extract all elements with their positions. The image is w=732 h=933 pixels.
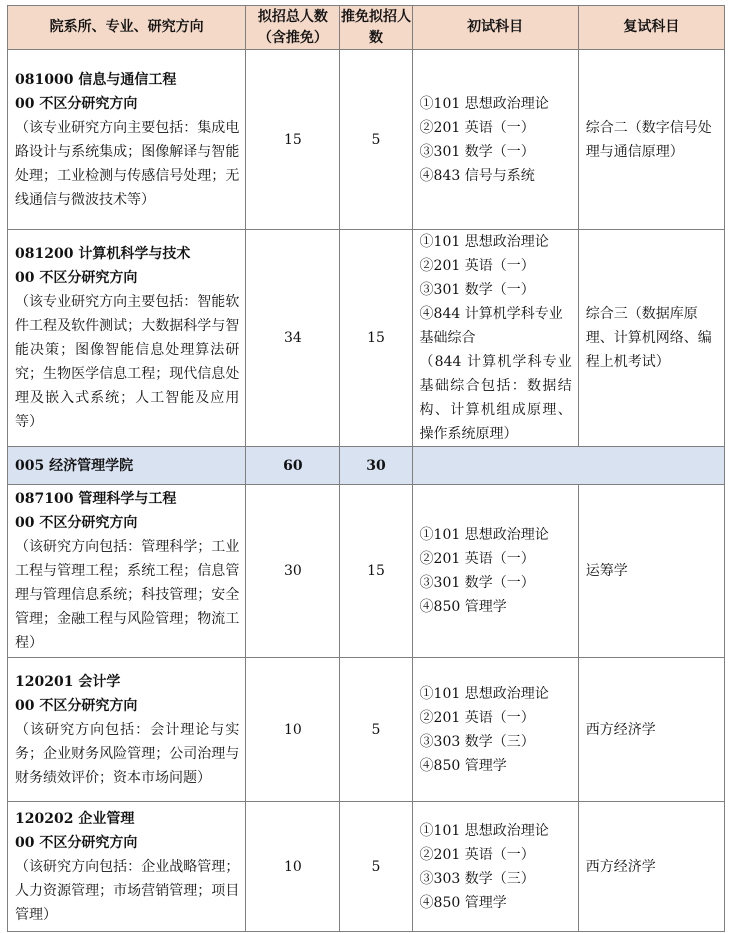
subject-item: ②201 英语（一） bbox=[419, 551, 535, 567]
table-row bbox=[8, 50, 725, 230]
initial-subjects bbox=[412, 485, 578, 658]
research-direction: 00 不区分研究方向 bbox=[15, 515, 138, 531]
exempt-count: 15 bbox=[340, 485, 412, 658]
research-direction: 00 不区分研究方向 bbox=[15, 270, 138, 286]
program-description: （该研究方向包括：管理科学；工业工程与管理工程；系统工程；信息管理与管理信息系统；科技管理；安全管理；金融工程与风险管理；物流工程） bbox=[15, 539, 240, 651]
department-empty-cell bbox=[412, 447, 724, 485]
retest-subject: 运筹学 bbox=[578, 485, 724, 658]
total-count: 15 bbox=[246, 50, 340, 230]
program-description: （该研究方向包括：会计理论与实务；企业财务风险管理；公司治理与财务绩效评价；资本市场问题） bbox=[15, 721, 240, 786]
subject-item: ③301 数学（一） bbox=[419, 282, 535, 298]
table-header-row bbox=[8, 6, 725, 50]
subject-item: ④850 管理学 bbox=[419, 894, 507, 911]
subject-item: ④843 信号与系统 bbox=[419, 167, 535, 184]
initial-subjects bbox=[412, 230, 578, 447]
research-direction: 00 不区分研究方向 bbox=[15, 834, 138, 851]
table-row bbox=[8, 485, 725, 658]
header-dept-major: 院系所、专业、研究方向 bbox=[8, 6, 246, 50]
program-description: （该专业研究方向主要包括：智能软件工程及软件测试；大数据科学与智能决策；图像智能信息处理算法研究；生物医学信息工程；现代信息处理及嵌入式系统；人工智能及应用等） bbox=[15, 294, 240, 430]
subject-item: ③301 数学（一） bbox=[419, 575, 535, 591]
exempt-count: 5 bbox=[340, 658, 412, 802]
table-row bbox=[8, 658, 725, 802]
retest-subject: 综合二（数字信号处理与通信原理） bbox=[578, 50, 724, 230]
department-total: 60 bbox=[246, 447, 340, 485]
program-code-name: 120202 企业管理 bbox=[15, 810, 135, 827]
subject-item: ②201 英语（一） bbox=[419, 846, 535, 863]
program-code-name: 081200 计算机科学与技术 bbox=[15, 246, 191, 262]
initial-subjects bbox=[412, 802, 578, 932]
program-description: （该专业研究方向主要包括：集成电路设计与系统集成；图像解译与智能处理；工业检测与传感信号处理；无线通信与微波技术等） bbox=[15, 119, 240, 208]
initial-subjects bbox=[412, 658, 578, 802]
subject-item: ②201 英语（一） bbox=[419, 258, 535, 274]
subject-item: ③303 数学（三） bbox=[419, 733, 535, 750]
program-cell bbox=[8, 802, 246, 932]
header-retest-subjects: 复试科目 bbox=[578, 6, 724, 50]
subject-item: ①101 思想政治理论 bbox=[419, 234, 549, 250]
initial-subjects bbox=[412, 50, 578, 230]
department-exempt: 30 bbox=[340, 447, 412, 485]
subject-item: ①101 思想政治理论 bbox=[419, 822, 549, 839]
header-initial-subjects: 初试科目 bbox=[412, 6, 578, 50]
department-row bbox=[8, 447, 725, 485]
header-exempt: 推免拟招人数 bbox=[340, 6, 412, 50]
research-direction: 00 不区分研究方向 bbox=[15, 697, 138, 714]
program-code-name: 120201 会计学 bbox=[15, 673, 121, 690]
total-count: 34 bbox=[246, 230, 340, 447]
total-count: 30 bbox=[246, 485, 340, 658]
program-code-name: 087100 管理科学与工程 bbox=[15, 491, 177, 507]
exempt-count: 5 bbox=[340, 50, 412, 230]
department-name: 005 经济管理学院 bbox=[8, 447, 246, 485]
program-description: （该研究方向包括：企业战略管理；人力资源管理；市场营销管理；项目管理） bbox=[15, 858, 240, 923]
exempt-count: 15 bbox=[340, 230, 412, 447]
program-cell bbox=[8, 485, 246, 658]
subject-item: ①101 思想政治理论 bbox=[419, 95, 549, 112]
subject-item: ②201 英语（一） bbox=[419, 119, 535, 136]
retest-subject: 综合三（数据库原理、计算机网络、编程上机考试） bbox=[578, 230, 724, 447]
subject-item: ④850 管理学 bbox=[419, 599, 507, 615]
subject-note: （844 计算机学科专业基础综合包括：数据结构、计算机组成原理、操作系统原理） bbox=[419, 354, 572, 442]
table-row bbox=[8, 230, 725, 447]
research-direction: 00 不区分研究方向 bbox=[15, 95, 138, 112]
program-cell bbox=[8, 658, 246, 802]
total-count: 10 bbox=[246, 658, 340, 802]
total-count: 10 bbox=[246, 802, 340, 932]
subject-item: ④850 管理学 bbox=[419, 757, 507, 774]
subject-item: ③301 数学（一） bbox=[419, 143, 535, 160]
program-cell bbox=[8, 230, 246, 447]
header-total: 拟招总人数（含推免） bbox=[246, 6, 340, 50]
retest-subject: 西方经济学 bbox=[578, 802, 724, 932]
table-row bbox=[8, 802, 725, 932]
program-cell bbox=[8, 50, 246, 230]
retest-subject: 西方经济学 bbox=[578, 658, 724, 802]
program-code-name: 081000 信息与通信工程 bbox=[15, 71, 177, 88]
subject-item: ①101 思想政治理论 bbox=[419, 685, 549, 702]
subject-item: ④844 计算机学科专业基础综合 bbox=[419, 306, 563, 346]
subject-item: ③303 数学（三） bbox=[419, 870, 535, 887]
admissions-table bbox=[7, 5, 725, 932]
subject-item: ①101 思想政治理论 bbox=[419, 527, 549, 543]
exempt-count: 5 bbox=[340, 802, 412, 932]
subject-item: ②201 英语（一） bbox=[419, 709, 535, 726]
